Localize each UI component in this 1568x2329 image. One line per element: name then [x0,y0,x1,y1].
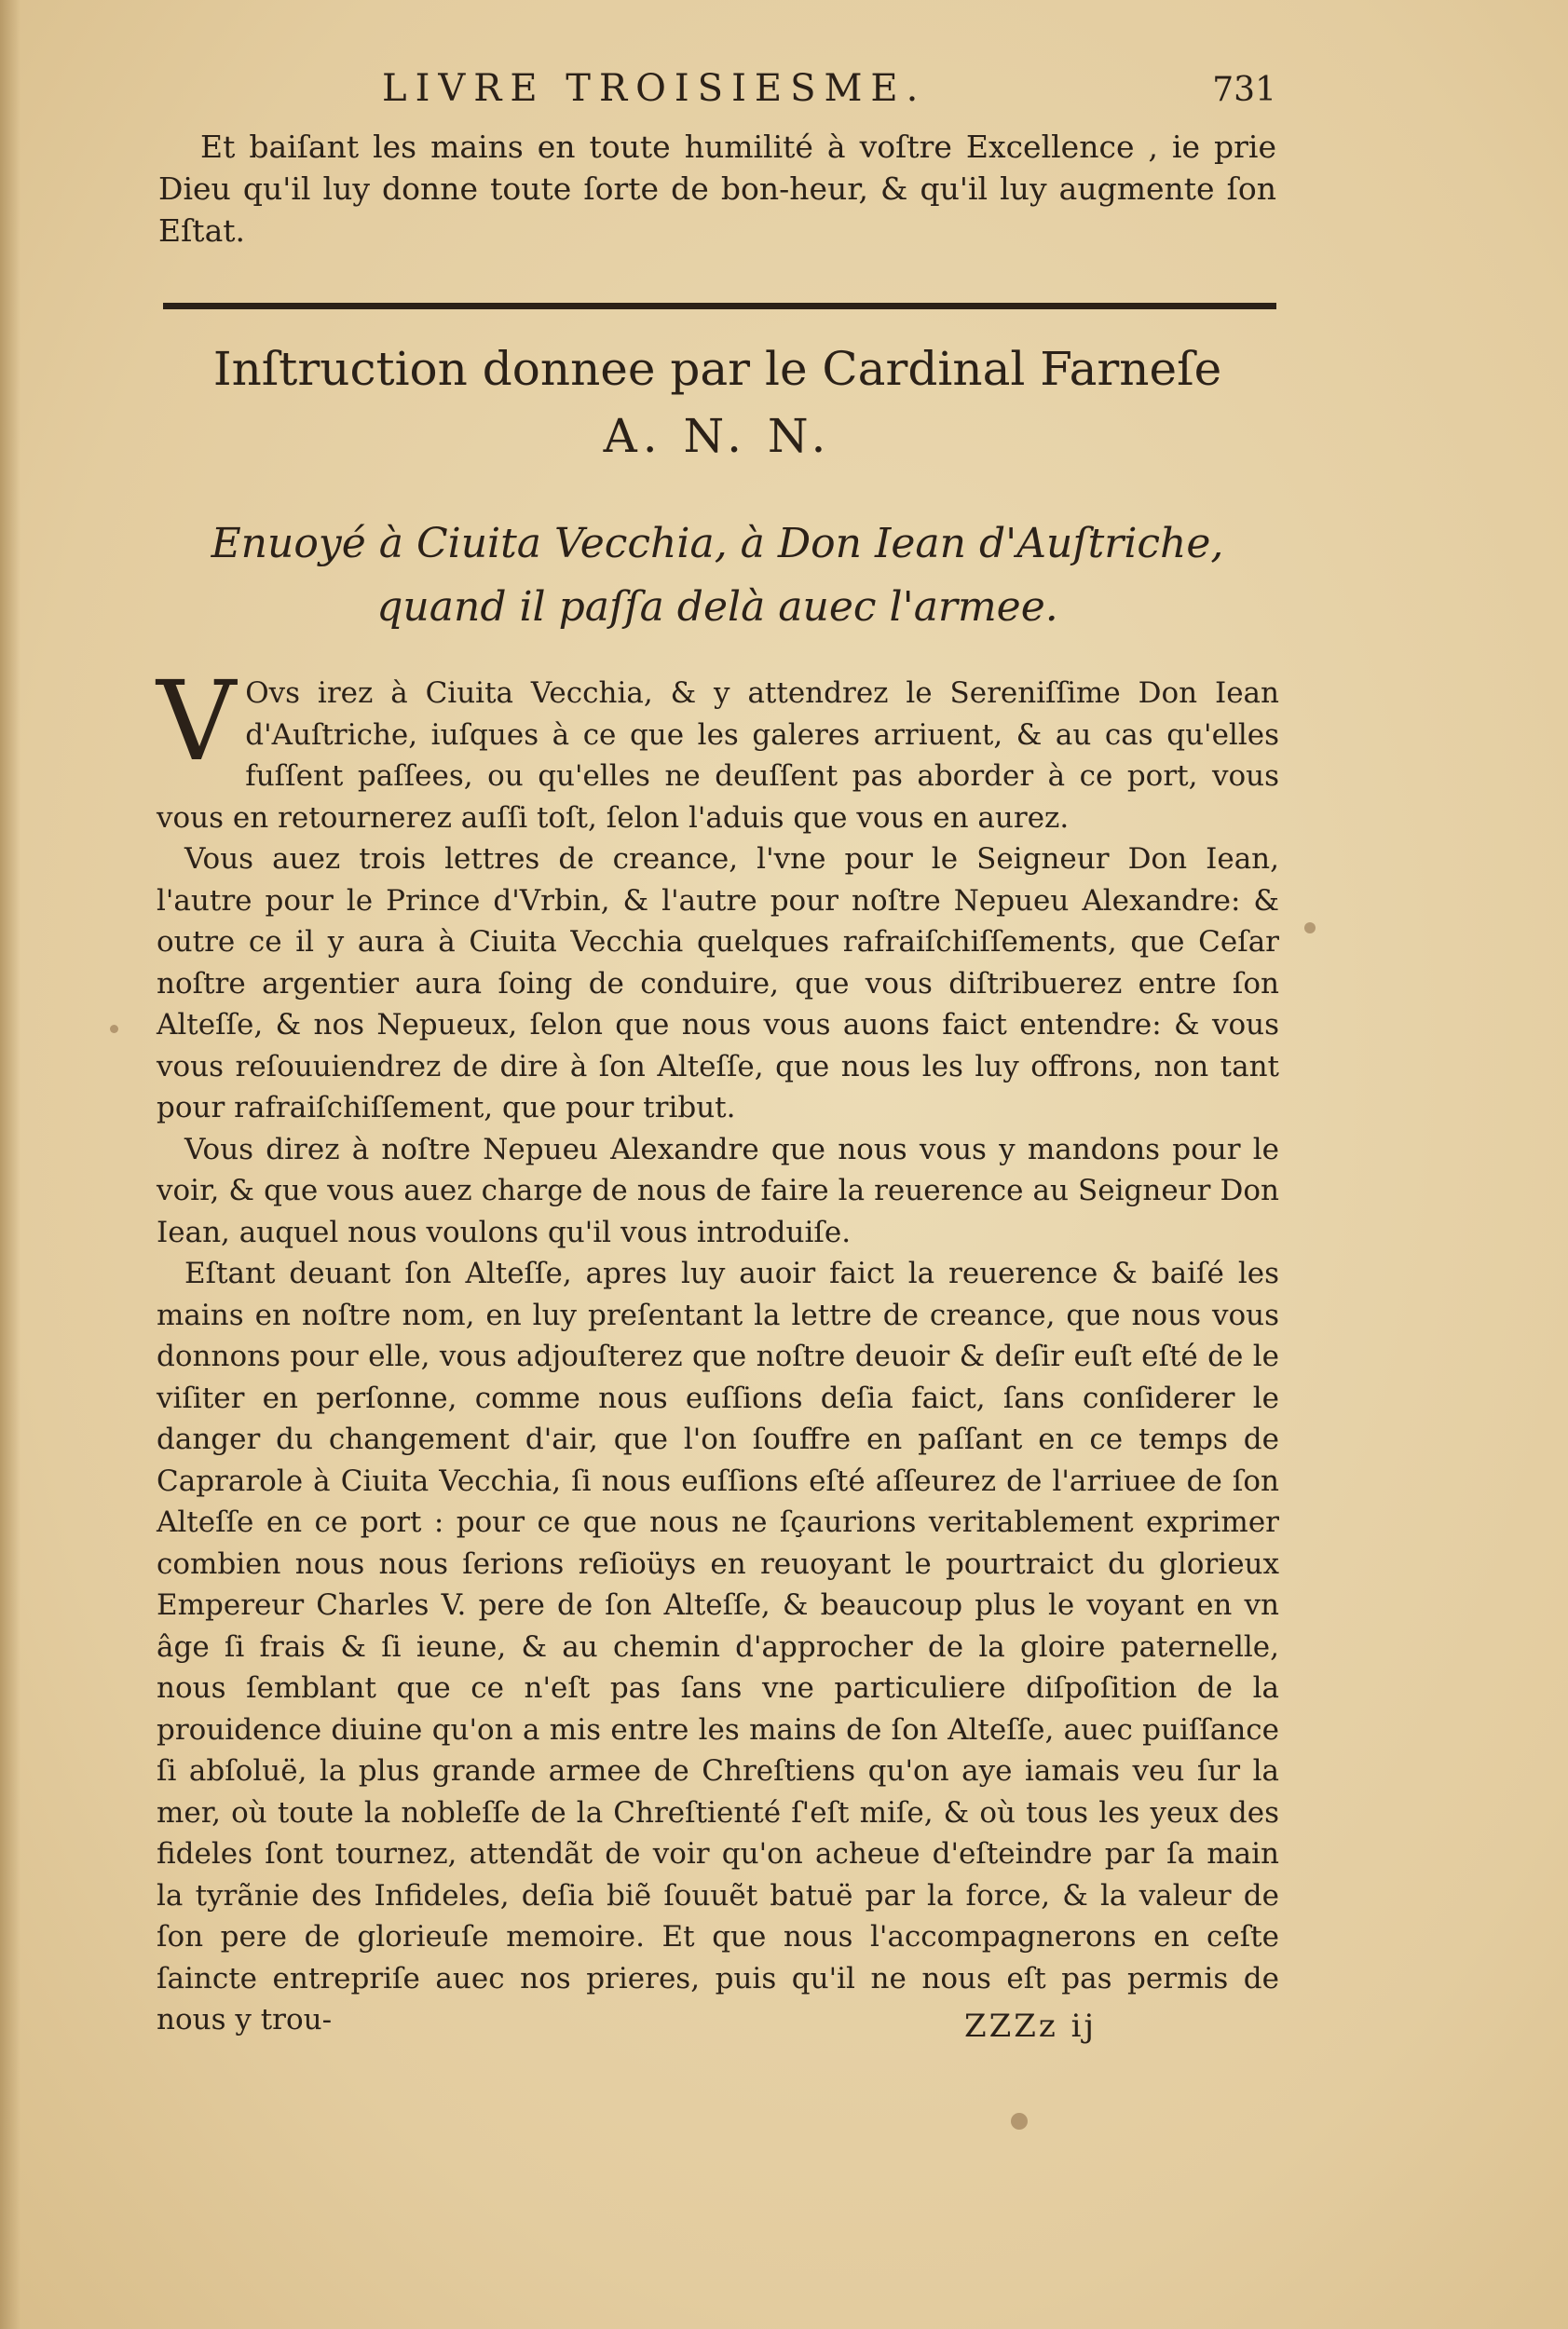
section-title [158,335,1276,470]
paragraph-2: Vous auez trois lettres de creance, l'vne pour le Seigneur Don Iean, l'autre pour le Prince d'Vrbin, & l'autre pour noſtre Nepueu Alexandre: & outre ce il y aura à Ciuita Vecchia quelques rafraiſchiſſements, que Ceſar noſtre argentier aura ſoing de conduire, que vous diſtribuerez entre ſon Alteſſe, & nos Nepueux, ſelon que nous vous auons faict entendre: & vous vous reſouuiendrez de dire à ſon Alteſſe, que nous les luy offrons, non tant pour rafraiſchiſſement, que pour tribut. [157,842,1279,1124]
page-edge-shadow [0,0,20,2329]
paragraph-1-text: Ovs irez à Ciuita Vecchia, & y attendrez le Sereniſſime Don Iean d'Auſtriche, iuſques à ce que les galeres arriuent, & au cas qu'elles fuſſent paſſees, ou qu'elles ne deuſſent pas aborder à ce port, vous vous en retournerez auſſi toſt, ſelon l'aduis que vous en aurez. [157,676,1279,835]
section-divider [163,303,1276,309]
paragraph-1 [157,657,1279,838]
letter-closing-text: Et baiſant les mains en toute humilité à voſtre Excellence , ie prie Dieu qu'il luy donne toute ſorte de bon-heur, & qu'il luy augmente ſon Eſtat. [158,129,1276,249]
signature-catchword: ZZZz ij [964,2008,1098,2045]
page-header [158,67,1276,123]
paper-spot [1011,2113,1028,2130]
body-text [157,657,1279,2041]
running-title: LIVRE TROISIESME. [382,67,927,110]
paragraph-3: Vous direz à noſtre Nepueu Alexandre que nous vous y mandons pour le voir, & que vous auez charge de nous de faire la reuerence au Seigneur Don Iean, auquel nous voulons qu'il vous introduiſe. [157,1132,1279,1249]
subtitle-line-1: Enuoyé à Ciuita Vecchia, à Don Iean d'Auſtriche, [211,520,1224,567]
paper-spot [1304,922,1316,933]
section-subtitle [158,512,1276,639]
letter-closing [158,126,1276,252]
title-line-1: Inſtruction donnee par le Cardinal Farneſe [212,342,1222,396]
title-line-2: A. N. N. [603,409,832,463]
page-number: 731 [1212,71,1276,109]
drop-cap: V [157,657,237,785]
paragraph-4: Eſtant deuant ſon Alteſſe, apres luy auoir faict la reuerence & baiſé les mains en noſtre nom, en luy preſentant la lettre de creance, que nous vous donnons pour elle, vous adjouſterez que noſtre deuoir & deſir euſt eſté de le viſiter en perſonne, comme nous euſſions deſia faict, ſans conſiderer le danger du changement d'air, que l'on ſouffre en paſſant en ce temps de Caprarole à Ciuita Vecchia, ſi nous euſſions eſté aſſeurez de l'arriuee de ſon Alteſſe en ce port : pour ce que nous ne ſçaurions veritablement exprimer combien nous nous ſerions reſioüys en reuoyant le pourtraict du glorieux Empereur Charles V. pere de ſon Alteſſe, & beaucoup plus le voyant en vn âge ſi frais & ſi ieune, & au chemin d'approcher de la gloire paternelle, nous ſemblant que ce n'eſt pas ſans vne particuliere diſpoſition de la prouidence diuine qu'on a mis entre les mains de ſon Alteſſe, auec puiſſance ſi abſoluë, la plus grande armee de Chreſtiens qu'on aye iamais veu ſur la mer, où toute la nobleſſe de la Chreſtienté ſ'eſt miſe, & où tous les yeux des fideles ſont tournez, attendãt de voir qu'on acheue d'eſteindre par ſa main la tyrãnie des Infideles, deſia biẽ ſouuẽt batuë par la force, & la valeur de ſon pere de glorieuſe memoire. Et que nous l'accompagnerons en ceſte ſaincte entrepriſe auec nos prieres, puis qu'il ne nous eſt pas permis de nous y trou- [157,1257,1279,2036]
paper-spot [110,1025,118,1033]
subtitle-line-2: quand il paſſa delà auec l'armee. [376,583,1058,631]
